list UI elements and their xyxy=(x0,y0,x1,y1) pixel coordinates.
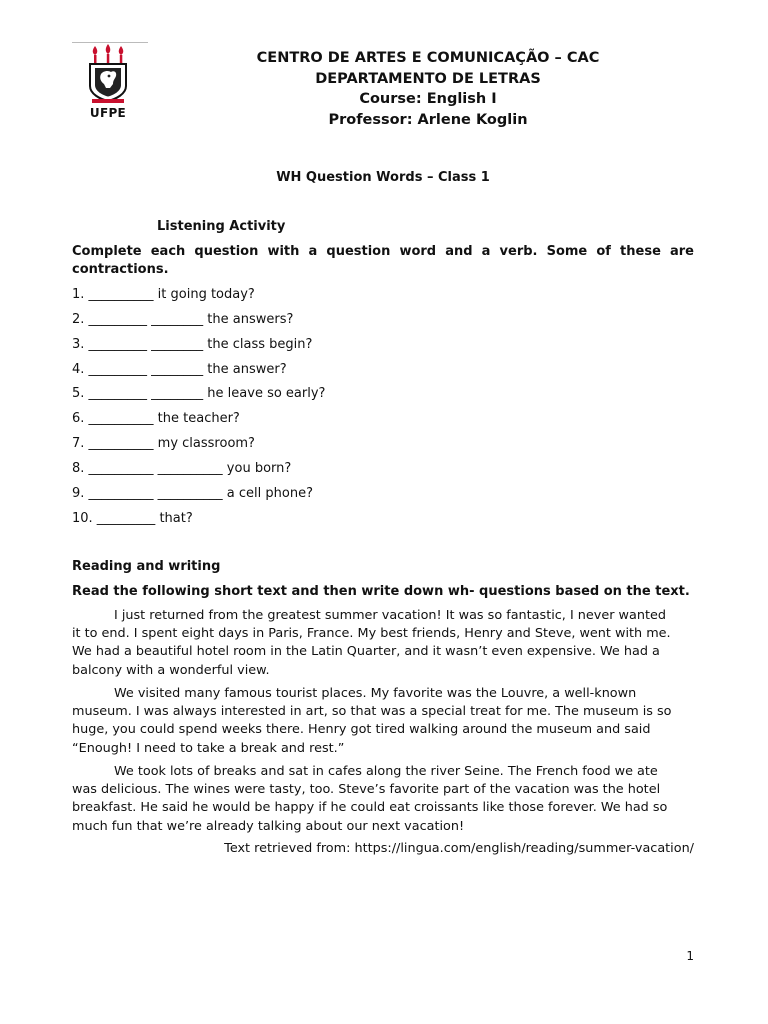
university-crest-icon xyxy=(86,44,130,106)
question-item: 7. __________ my classroom? xyxy=(72,436,255,452)
question-item: 8. __________ __________ you born? xyxy=(72,460,292,476)
reading-paragraph: We took lots of breaks and sat in cafes along the river Seine. The French food we ate was delicious. The wines were tasty, too. Steve’s favorite part of the vacation was the hotel breakfast. He said he would be happy if he could eat croissants like those forever. We had so much fun that we’re already talking about our next vacation! xyxy=(72,764,668,834)
reading-instruction: Read the following short text and then write down wh- questions based on the text. xyxy=(72,584,690,599)
text-source-citation: Text retrieved from: https://lingua.com/english/reading/summer-vacation/ xyxy=(224,841,694,856)
institution-name: CENTRO DE ARTES E COMUNICAÇÃO – CAC xyxy=(256,50,600,66)
question-list xyxy=(72,286,694,534)
question-item: 4. _________ ________ the answer? xyxy=(72,361,287,377)
department-name: DEPARTAMENTO DE LETRAS xyxy=(315,70,541,87)
question-item: 5. _________ ________ he leave so early? xyxy=(72,386,326,402)
header-rule xyxy=(72,42,148,43)
reading-heading: Reading and writing xyxy=(72,559,221,574)
question-item: 3. _________ ________ the class begin? xyxy=(72,336,313,352)
document-header xyxy=(200,48,656,130)
professor-name: Professor: Arlene Koglin xyxy=(328,111,528,128)
question-item: 6. __________ the teacher? xyxy=(72,411,240,427)
reading-paragraph: I just returned from the greatest summer vacation! It was so fantastic, I never wanted it to end. I spent eight days in Paris, France. My best friends, Henry and Steve, went with me. We had a beautiful hotel room in the Latin Quarter, and it wasn’t even expensive. We had a balcony with a wonderful view. xyxy=(72,608,671,678)
listening-instruction: Complete each question with a question word and a verb. Some of these are contractions. xyxy=(72,244,694,277)
reading-paragraph: We visited many famous tourist places. My favorite was the Louvre, a well-known museum. I was always interested in art, so that was a special treat for me. The museum is so huge, you could spend weeks there. Henry got tired walking around the museum and said “Enough! I need to take a break and rest.” xyxy=(72,686,672,756)
listening-heading: Listening Activity xyxy=(157,219,286,234)
page-number: 1 xyxy=(686,949,694,963)
ufpe-logo xyxy=(86,44,130,122)
document-subtitle: WH Question Words – Class 1 xyxy=(276,170,490,185)
question-item: 2. _________ ________ the answers? xyxy=(72,311,294,327)
question-item: 9. __________ __________ a cell phone? xyxy=(72,485,313,501)
question-item: 10. _________ that? xyxy=(72,510,193,526)
logo-text: UFPE xyxy=(89,106,127,120)
question-item: 1. __________ it going today? xyxy=(72,287,255,302)
course-name: Course: English I xyxy=(359,91,497,107)
